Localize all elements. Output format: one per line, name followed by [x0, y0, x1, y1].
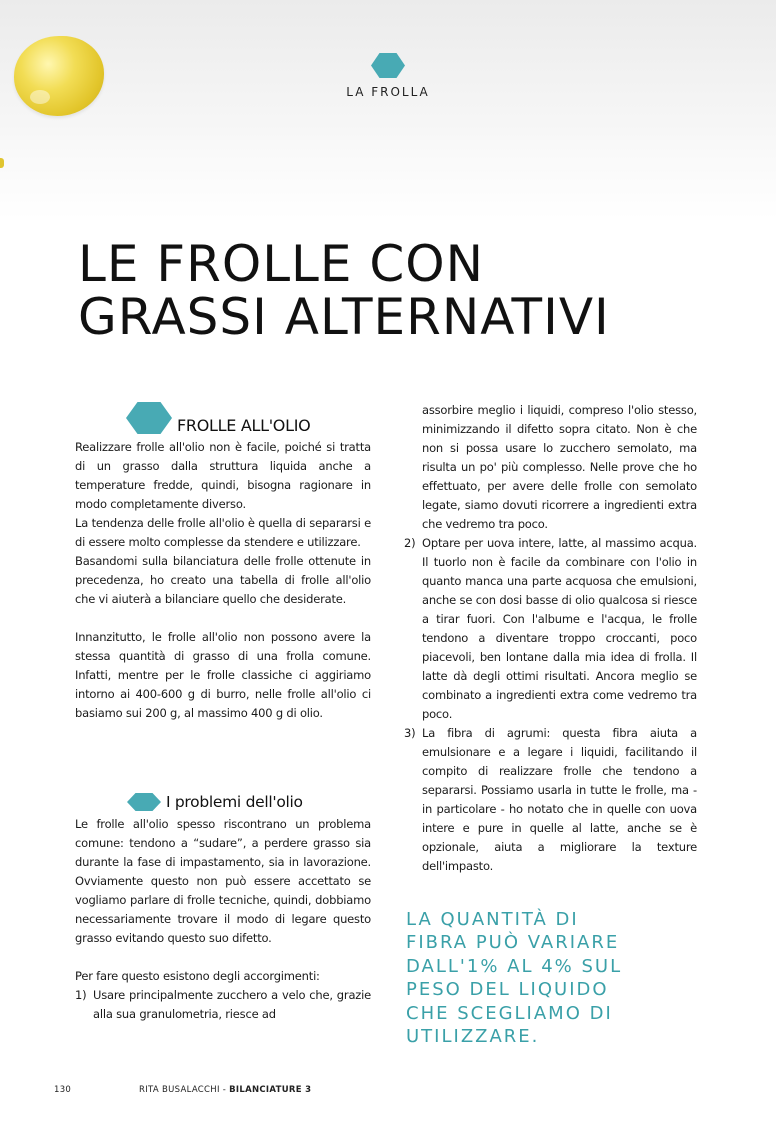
pull-quote-line: CHE SCEGLIAMO DI	[406, 1002, 613, 1024]
paragraph: Realizzare frolle all'olio non è facile, poiché si tratta di un grasso dalla struttura liquida anche a temperature fredde, quindi, bisogna ragionare in modo completamente diverso.	[75, 440, 371, 511]
page-title	[78, 235, 758, 346]
paragraph: Innanzitutto, le frolle all'olio non possono avere la stessa quantità di grasso di una frolla comune. Infatti, mentre per le frolle classiche ci aggiriamo intorno ai 400-600 g di burro, nelle frolle all'olio ci basiamo sui 200 g, al massimo 400 g di olio.	[75, 630, 371, 720]
olive-edge-fragment	[0, 158, 4, 168]
list-item	[75, 986, 371, 1024]
paragraph: Le frolle all'olio spesso riscontrano un problema comune: tendono a “sudare”, a perdere grasso sia durante la fase di impastamento, sia in lavorazione. Ovviamente questo non può essere accettato se vogliamo parlare di frolle tecniche, quindi, dobbiamo necessariamente trovare il modo di legare questo grasso evitando questo suo difetto.	[75, 817, 371, 945]
paragraph: Basandomi sulla bilanciatura delle frolle ottenute in precedenza, ho creato una tabella di frolle all'olio che vi aiuterà a bilanciare quello che desiderate.	[75, 554, 371, 606]
pull-quote-line: UTILIZZARE.	[406, 1026, 540, 1048]
list-item	[404, 534, 697, 724]
left-column-intro	[75, 438, 371, 723]
page-number: 130	[54, 1085, 72, 1095]
list-number: 1)	[75, 988, 87, 1002]
left-column-problems	[75, 815, 371, 1024]
list-number: 2)	[404, 536, 416, 550]
list-number: 3)	[404, 726, 416, 740]
page-title-line-1: LE FROLLE CON	[78, 235, 485, 293]
list-item	[404, 724, 697, 876]
paragraph: La tendenza delle frolle all'olio è quella di separarsi e di essere molto complesse da stendere e utilizzare.	[75, 516, 371, 549]
heading-hexagon-icon	[126, 402, 172, 434]
footer-book-title: BILANCIATURE 3	[229, 1085, 312, 1095]
footer-credit	[139, 1085, 311, 1095]
subheading: I problemi dell'olio	[166, 793, 303, 811]
pull-quote-line: FIBRA PUÒ VARIARE	[406, 932, 620, 954]
list-text: La fibra di agrumi: questa fibra aiuta a emulsionare e a legare i liquidi, facilitando il compito di realizzare frolle che tendono a separarsi. Possiamo usarla in tutte le frolle, ma - in particolare - ho notato che in quelle con uova intere e pure in quelle al latte, anche se è opzionale, aiuta a migliorare la texture dell'impasto.	[422, 726, 697, 873]
pull-quote-line: LA QUANTITÀ DI	[406, 909, 579, 930]
pull-quote-line: PESO DEL LIQUIDO	[406, 979, 609, 1001]
list-text: Usare principalmente zucchero a velo che, grazie alla sua granulometria, riesce ad	[93, 988, 371, 1021]
section-heading: FROLLE ALL'OLIO	[177, 416, 311, 435]
right-column	[404, 401, 697, 876]
pull-quote-line: DALL'1% AL 4% SUL	[406, 955, 623, 977]
section-label: LA FROLLA	[346, 85, 430, 99]
top-band	[0, 0, 776, 220]
page-title-line-2: GRASSI ALTERNATIVI	[78, 288, 610, 346]
pull-quote	[406, 908, 706, 1048]
paragraph: assorbire meglio i liquidi, compreso l'olio stesso, minimizzando il difetto sopra citato. Non è che non si possa usare lo zucchero semolato, ma risulta un po' più complesso. Nelle prove che ho effettuato, per avere delle frolle con semolato legate, siamo dovuti ricorrere a ingredienti extra che vedremo tra poco.	[422, 403, 697, 531]
footer-author: RITA BUSALACCHI -	[139, 1085, 230, 1095]
subheading-hexagon-icon	[127, 793, 161, 811]
olive-highlight	[30, 90, 50, 104]
list-text: Optare per uova intere, latte, al massimo acqua. Il tuorlo non è facile da combinare con l'olio in quanto manca una parte acquosa che emulsioni, anche se con dosi basse di olio qualcosa si riesce a tirar fuori. Con l'albume e l'acqua, le frolle tendono a diventare troppo croccanti, poco piacevoli, ben lontane dalla mia idea di frolla. Il latte dà degli ottimi risultati. Ancora meglio se combinato a ingredienti extra come vedremo tra poco.	[422, 536, 697, 721]
paragraph: Per fare questo esistono degli accorgimenti:	[75, 969, 320, 983]
